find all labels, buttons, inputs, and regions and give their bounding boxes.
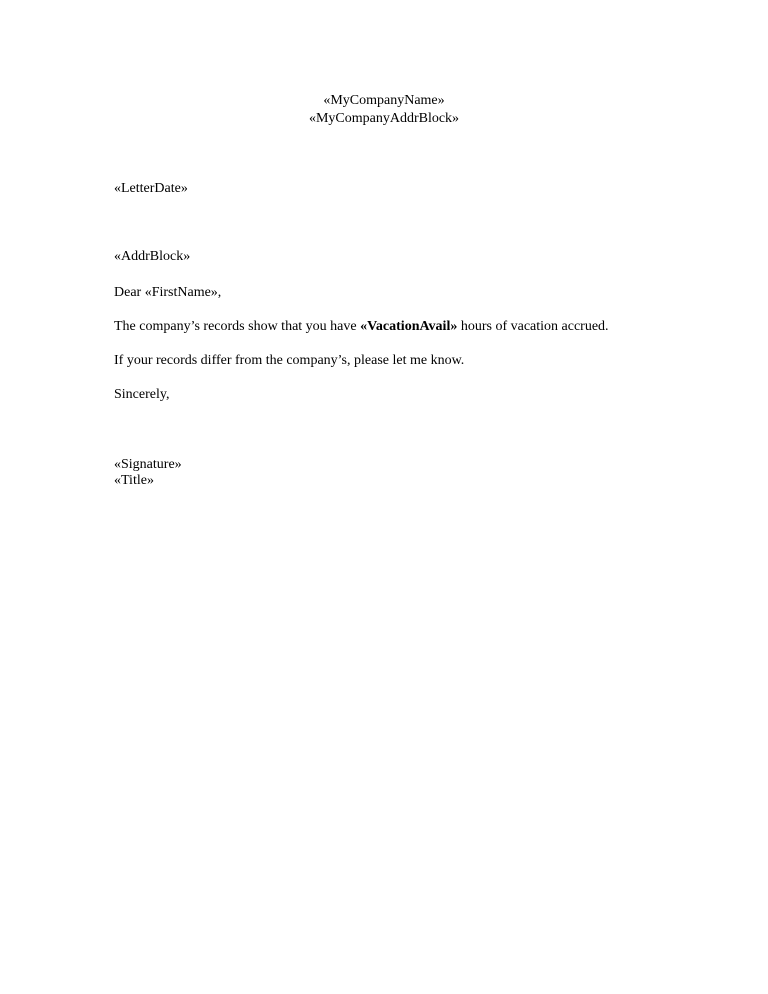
body-paragraph-2: If your records differ from the company’s, please let me know.	[114, 353, 465, 368]
closing: Sincerely,	[114, 387, 170, 402]
company-name: «MyCompanyName»	[323, 93, 445, 108]
signature-field: «Signature»	[114, 457, 182, 472]
body-paragraph-1-prefix: The company’s records show that you have	[114, 319, 361, 334]
vacation-avail-field: «VacationAvail»	[360, 319, 458, 334]
recipient-address-block: «AddrBlock»	[114, 249, 191, 264]
company-address-block: «MyCompanyAddrBlock»	[308, 111, 460, 126]
title-field: «Title»	[114, 473, 154, 488]
salutation: Dear «FirstName»,	[114, 285, 222, 300]
letter-date: «LetterDate»	[114, 181, 188, 196]
body-paragraph-1-suffix: hours of vacation accrued.	[457, 319, 609, 334]
body-paragraph-1	[114, 318, 609, 336]
